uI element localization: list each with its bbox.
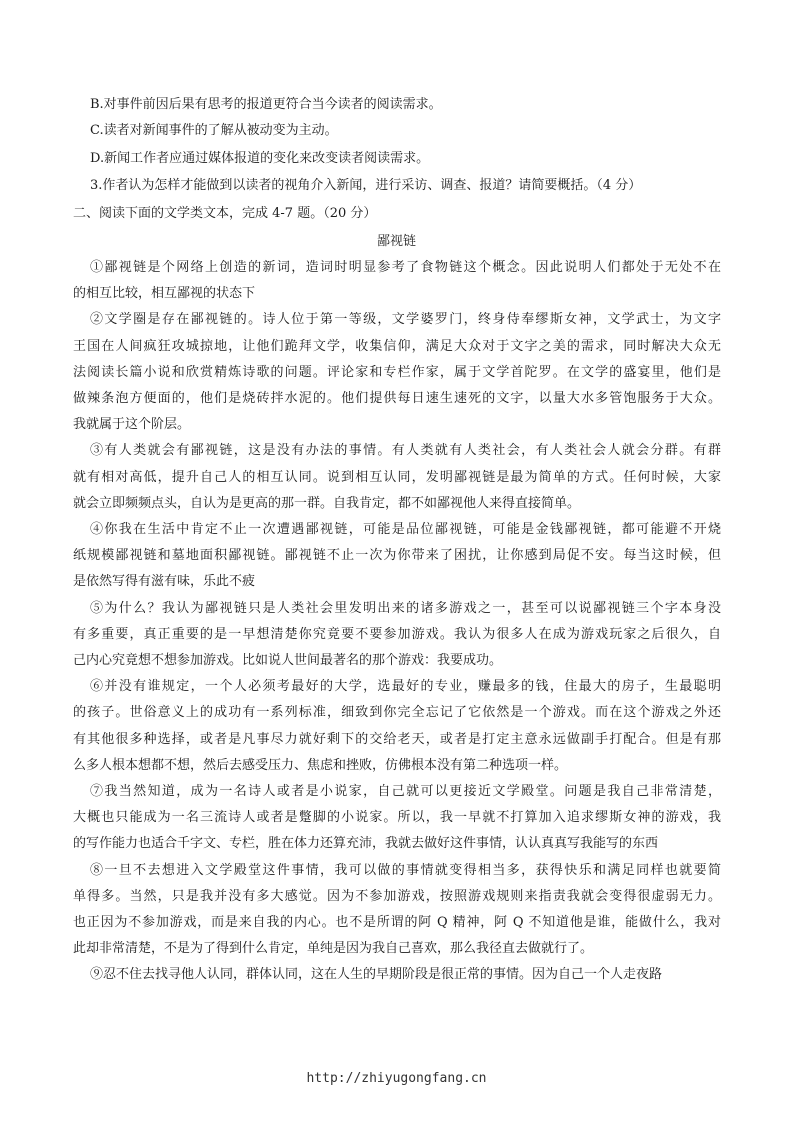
paragraph: [73, 966, 721, 992]
question-3: 3.作者认为怎样才能做到以读者的视角介入新闻，进行采访、调查、报道？请简要概括。（4 分）: [90, 178, 642, 193]
option-b: B.对事件前因后果有思考的报道更符合当今读者的阅读需求。: [90, 97, 442, 112]
paragraph-line: ⑧一旦不去想进入文学殿堂这件事情，我可以做的事情就变得相当多，获得快乐和满足同样也就要简: [90, 862, 721, 878]
paragraph-line: 是依然写得有滋有味，乐此不疲: [73, 574, 256, 590]
section-heading: 二、阅读下面的文学类文本，完成 4-7 题。（20 分）: [73, 206, 377, 221]
paragraph-line: 做辣条泡方便面的，他们是烧砖拌水泥的。他们提供每日速生速死的文字，以量大水多管饱服务于大众。: [73, 390, 721, 406]
paragraph-line: ⑥并没有谁规定，一个人必须考最好的大学，选最好的专业，赚最多的钱，住最大的房子，生最聪明: [90, 679, 721, 695]
paragraph-line: 也正因为不参加游戏，而是来自我的内心。也不是所谓的阿 Q 精神，阿 Q 不知道他是谁，能做什么，我对: [73, 914, 721, 930]
paragraph-line: 王国在人间疯狂攻城掠地，让他们跪拜文学，收集信仰，满足大众对于文字之美的需求，同时解决大众无: [73, 338, 721, 354]
paragraph-line: 己内心究竟想不想参加游戏。比如说人世间最著名的那个游戏：我要成功。: [73, 652, 503, 668]
paragraph-line: ①鄙视链是个网络上创造的新词，造词时明显参考了食物链这个概念。因此说明人们都处于无处不在: [90, 260, 721, 275]
paragraph-line: 法阅读长篇小说和欣赏精炼诗歌的问题。评论家和专栏作家，属于文学首陀罗。在文学的盛宴里，他们是: [73, 364, 721, 380]
option-c: C.读者对新闻事件的了解从被动变为主动。: [90, 123, 338, 138]
paragraph-line: 我就属于这个阶层。: [73, 417, 191, 433]
paragraph: [73, 783, 721, 862]
paragraph-line: ④你我在生活中肯定不止一次遭遇鄙视链，可能是品位鄙视链，可能是金钱鄙视链，都可能避不开烧: [90, 522, 721, 537]
paragraph: [73, 521, 721, 600]
paragraph: [73, 678, 721, 783]
paragraph-line: 纸规模鄙视链和墓地面积鄙视链。鄙视链不止一次为你带来了困扰，让你感到局促不安。每当这时候，但: [73, 548, 721, 564]
paragraph-line: 有多重要，真正重要的是一早想清楚你究竟要不要参加游戏。我认为很多人在成为游戏玩家之后很久，自: [73, 626, 721, 642]
paragraph: [73, 311, 721, 442]
footer-url: http://zhiyugongfang.cn: [306, 1071, 487, 1086]
paragraph-line: ②文学圈是存在鄙视链的。诗人位于第一等级，文学婆罗门，终身侍奉缪斯女神，文学武士，为文字: [90, 312, 721, 328]
paragraph-line: ⑨忍不住去找寻他人认同，群体认同，这在人生的早期阶段是很正常的事情。因为自己一个人走夜路: [90, 967, 663, 983]
option-d: D.新闻工作者应通过媒体报道的变化来改变读者阅读需求。: [90, 151, 430, 166]
paragraph-line: 么多人根本想都不想，然后去感受压力、焦虑和挫败，仿佛根本没有第二种选项一样。: [73, 757, 568, 773]
paragraph-line: ③有人类就会有鄙视链，这是没有办法的事情。有人类就有人类社会，有人类社会人就会分群。有群: [90, 443, 721, 459]
paragraph: [73, 862, 721, 967]
paragraph-line: 的写作能力也适合千字文、专栏，胜在体力还算充沛，我就去做好这件事情，认认真真写我能写的东西: [73, 836, 659, 852]
paragraph-line: 单得多。当然，只是我并没有多大感觉。因为不参加游戏，按照游戏规则来指责我就会变得很虚弱无力。: [73, 888, 721, 904]
paragraph-line: 的相互比较，相互鄙视的状态下: [73, 286, 256, 302]
paragraph-line: 就有相对高低，提升自己人的相互认同。说到相互认同，发明鄙视链是最为简单的方式。任何时候，大家: [73, 469, 721, 485]
paragraph-line: ⑤为什么？我认为鄙视链只是人类社会里发明出来的诸多游戏之一，甚至可以说鄙视链三个字本身没: [90, 600, 721, 616]
paragraph-line: 此却非常清楚，不是为了得到什么肯定，单纯是因为我自己喜欢，那么我径直去做就行了。: [73, 941, 594, 957]
paragraph-line: 就会立即频频点头，自认为是更高的那一群。自我肯定，都不如鄙视他人来得直接简单。: [73, 495, 581, 511]
paragraph-line: 的孩子。世俗意义上的成功有一系列标准，细致到你完全忘记了它依然是一个游戏。而在这个游戏之外还: [73, 705, 721, 721]
paragraph-line: ⑦我当然知道，成为一名诗人或者是小说家，自己就可以更接近文学殿堂。问题是我自己非常清楚，: [90, 784, 721, 799]
paragraph: [73, 600, 721, 679]
article-title: 鄙视链: [376, 234, 416, 249]
paragraph: [73, 442, 721, 521]
paragraph: [73, 259, 721, 311]
paragraph-line: 大概也只能成为一名三流诗人或者是蹩脚的小说家。所以，我一早就不打算加入追求缪斯女神的游戏，我: [73, 810, 721, 826]
paragraph-line: 有其他很多种选择，或者是凡事尽力就好剩下的交给老天，或者是打定主意永远做副手打配合。但是有那: [73, 731, 721, 747]
